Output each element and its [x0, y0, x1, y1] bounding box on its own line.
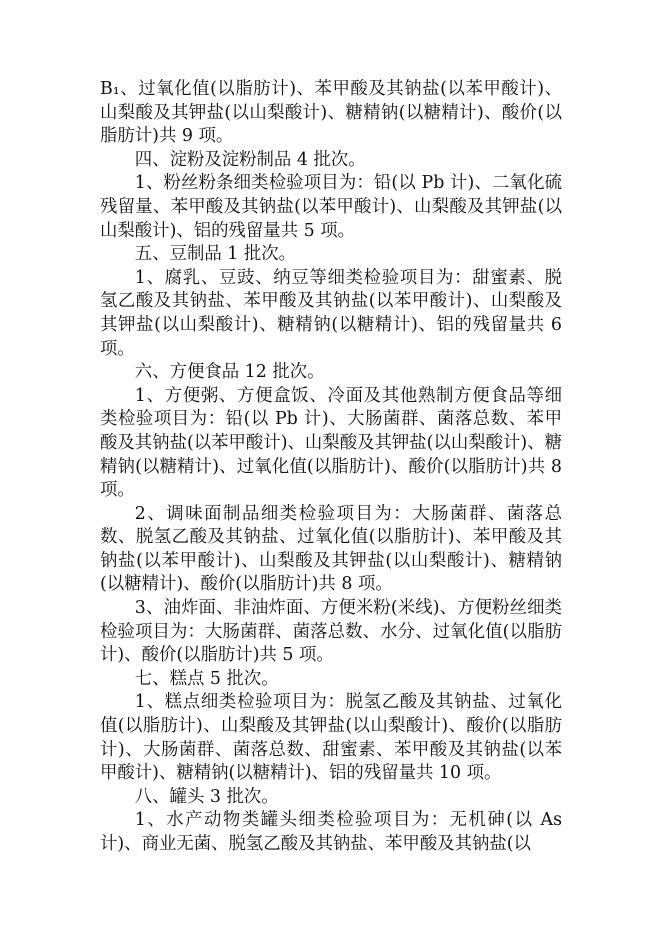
section-heading-soy-products: 五、豆制品 1 批次。 [134, 244, 297, 265]
document-body [100, 78, 562, 857]
item-instant-meals: 1、方便粥、方便盒饭、冷面及其他熟制方便食品等细类检验项目为：铅(以 Pb 计)、大肠菌群、菌落总数、苯甲酸及其钠盐(以苯甲酸计)、山梨酸及其钾盐(以山梨酸计)、糖精钠(以糖精计)、过氧化值(以脂肪计)、酸价(以脂肪计)共 8 项。 [100, 385, 562, 501]
item-pastry: 1、糕点细类检验项目为：脱氢乙酸及其钠盐、过氧化值(以脂肪计)、山梨酸及其钾盐(以山梨酸计)、酸价(以脂肪计)、大肠菌群、菌落总数、甜蜜素、苯甲酸及其钠盐(以苯甲酸计)、糖精钠(以糖精计)、铝的残留量共 10 项。 [100, 692, 562, 784]
section-heading-canned-food: 八、罐头 3 批次。 [134, 786, 279, 807]
item-fermented-soy: 1、腐乳、豆豉、纳豆等细类检验项目为：甜蜜素、脱氢乙酸及其钠盐、苯甲酸及其钠盐(以苯甲酸计)、山梨酸及其钾盐(以山梨酸计)、糖精钠(以糖精计)、铝的残留量共 6 项。 [100, 267, 562, 359]
item-instant-noodles: 3、油炸面、非油炸面、方便米粉(米线)、方便粉丝细类检验项目为：大肠菌群、菌落总数、水分、过氧化值(以脂肪计)、酸价(以脂肪计)共 5 项。 [100, 598, 562, 666]
item-canned-aquatic: 1、水产动物类罐头细类检验项目为：无机砷(以 As 计)、商业无菌、脱氢乙酸及其钠盐、苯甲酸及其钠盐(以 [100, 810, 562, 854]
section-heading-pastry: 七、糕点 5 批次。 [134, 668, 279, 689]
paragraph-continuation: B₁、过氧化值(以脂肪计)、苯甲酸及其钠盐(以苯甲酸计)、山梨酸及其钾盐(以山梨酸计)、糖精钠(以糖精计)、酸价(以脂肪计)共 9 项。 [100, 79, 562, 147]
item-seasoned-noodle: 2、调味面制品细类检验项目为：大肠菌群、菌落总数、脱氢乙酸及其钠盐、过氧化值(以脂肪计)、苯甲酸及其钠盐(以苯甲酸计)、山梨酸及其钾盐(以山梨酸计)、糖精钠(以糖精计)、酸价(以脂肪计)共 8 项。 [100, 503, 562, 595]
section-heading-starch-products: 四、淀粉及淀粉制品 4 批次。 [134, 149, 366, 170]
section-heading-convenience-food: 六、方便食品 12 批次。 [134, 362, 325, 383]
item-vermicelli: 1、粉丝粉条细类检验项目为：铅(以 Pb 计)、二氧化硫残留量、苯甲酸及其钠盐(以苯甲酸计)、山梨酸及其钾盐(以山梨酸计)、铝的残留量共 5 项。 [100, 173, 562, 241]
